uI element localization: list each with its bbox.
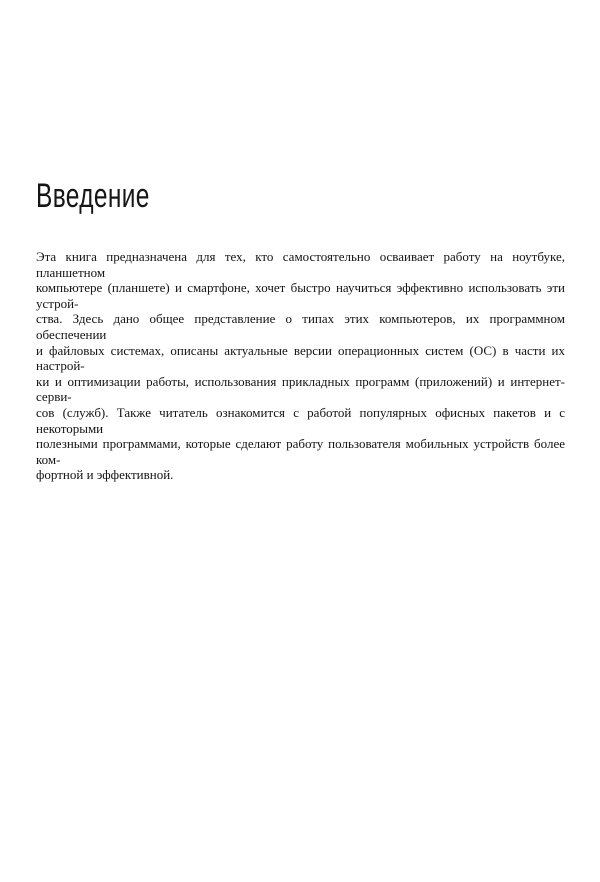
paragraph-line: компьютере (планшете) и смартфоне, хочет быстро научиться эффективно использовать эти устрой-: [36, 280, 565, 311]
paragraph-line: ки и оптимизации работы, использования прикладных программ (приложений) и интернет-серви-: [36, 373, 565, 405]
chapter-title: Введение: [36, 177, 150, 215]
intro-paragraph: [36, 249, 565, 483]
paragraph-line-last: фортной и эффективной.: [36, 467, 174, 483]
paragraph-line: ства. Здесь дано общее представление о типах этих компьютеров, их программном обеспечении: [36, 311, 565, 342]
paragraph-line: Эта книга предназначена для тех, кто самостоятельно осваивает работу на ноутбуке, планшетном: [36, 249, 565, 280]
paragraph-line: сов (служб). Также читатель ознакомится с работой популярных офисных пакетов и с некоторыми: [36, 404, 565, 436]
paragraph-line: полезными программами, которые сделают работу пользователя мобильных устройств более ком-: [36, 436, 565, 467]
paragraph-line: и файловых системах, описаны актуальные версии операционных систем (ОС) в части их настрой-: [36, 342, 565, 374]
